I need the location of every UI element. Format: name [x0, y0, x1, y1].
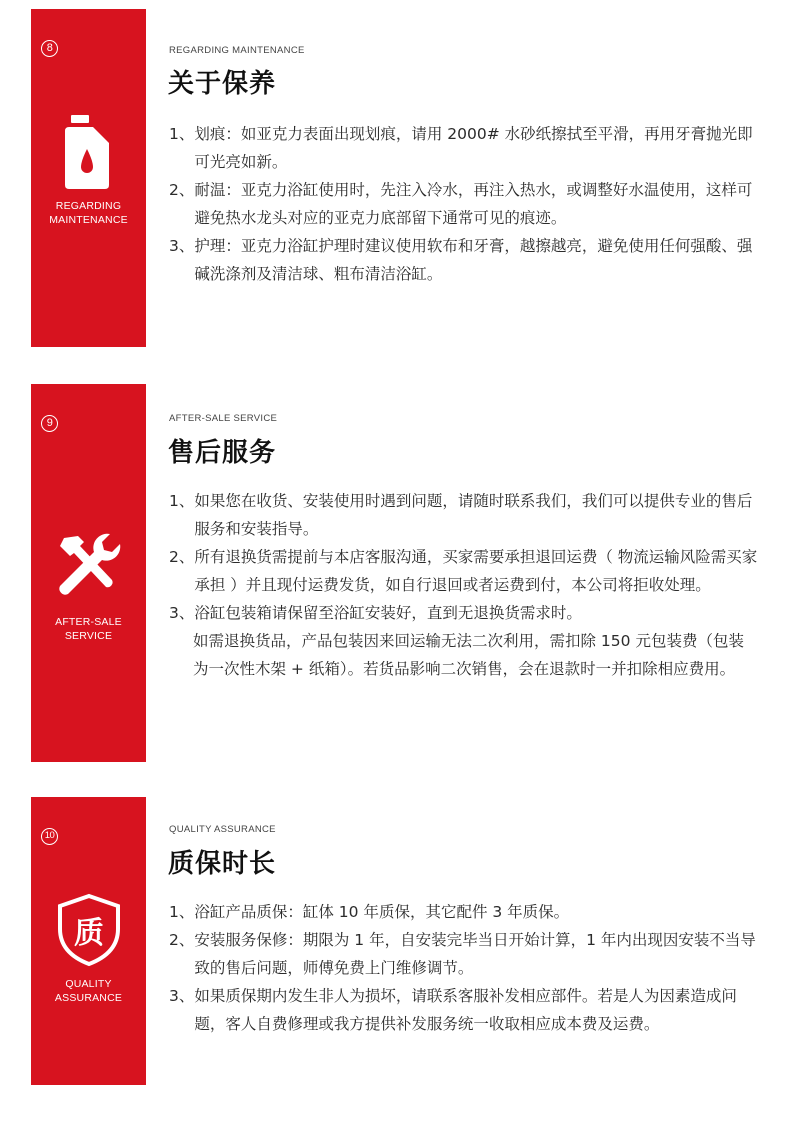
- item-index: 3、: [169, 987, 195, 1005]
- shield-char: 质: [73, 916, 104, 951]
- item-text: 如果质保期内发生非人为损坏，请联系客服补发相应部件。若是人为因素造成问题，客人自费修理或我方提供补发服务统一收取相应成本费及运费。: [194, 987, 737, 1033]
- list-item: [169, 599, 759, 627]
- item-text: 耐温：亚克力浴缸使用时，先注入冷水，再注入热水，或调整好水温使用，这样可避免热水龙头对应的亚克力底部留下通常可见的痕迹。: [194, 181, 753, 227]
- section-title: 售后服务: [168, 438, 277, 468]
- list-item: [169, 926, 759, 982]
- side-label-line2: ASSURANCE: [54, 992, 123, 1004]
- section-title: 质保时长: [168, 849, 277, 879]
- item-index: 1、: [169, 903, 195, 921]
- list-item: [169, 232, 759, 288]
- shield-quality-icon: [31, 893, 146, 967]
- side-panel: [31, 384, 146, 762]
- side-label-line2: SERVICE: [64, 630, 113, 642]
- list-item: [169, 176, 759, 232]
- eyebrow-text: REGARDING MAINTENANCE: [169, 45, 305, 56]
- section-number-badge: 10: [41, 828, 58, 845]
- item-index: 2、: [169, 548, 195, 566]
- oil-bottle-icon: [31, 115, 146, 189]
- side-label: [31, 199, 146, 227]
- item-text: 如果您在收货、安装使用时遇到问题，请随时联系我们，我们可以提供专业的售后服务和安装指导。: [194, 492, 753, 538]
- side-panel: [31, 797, 146, 1085]
- item-index: 3、: [169, 237, 195, 255]
- side-label: [31, 615, 146, 643]
- side-label: [31, 977, 146, 1005]
- list-item: [169, 982, 759, 1038]
- section-maintenance: [0, 9, 790, 347]
- side-panel: [31, 9, 146, 347]
- item-list: [169, 120, 759, 288]
- item-continuation: 如需退换货品，产品包装因来回运输无法二次利用，需扣除 150 元包装费（包装为一次性木架 + 纸箱）。若货品影响二次销售，会在退款时一并扣除相应费用。: [193, 632, 744, 678]
- item-index: 2、: [169, 931, 195, 949]
- item-text: 所有退换货需提前与本店客服沟通，买家需要承担退回运费（ 物流运输风险需买家承担 ）并且现付运费发货，如自行退回或者运费到付，本公司将拒收处理。: [194, 548, 758, 594]
- list-item: [169, 898, 759, 926]
- item-index: 2、: [169, 181, 195, 199]
- eyebrow-text: QUALITY ASSURANCE: [169, 824, 276, 835]
- item-index: 3、: [169, 604, 195, 622]
- item-text: 划痕：如亚克力表面出现划痕，请用 2000# 水砂纸擦拭至平滑，再用牙膏抛光即可光亮如新。: [194, 125, 753, 171]
- item-index: 1、: [169, 492, 195, 510]
- item-index: 1、: [169, 125, 195, 143]
- side-label-line1: AFTER-SALE: [55, 616, 122, 628]
- side-label-line2: MAINTENANCE: [49, 214, 128, 226]
- item-list: [169, 898, 759, 1038]
- eyebrow-text: AFTER-SALE SERVICE: [169, 413, 278, 424]
- item-list: [169, 487, 759, 683]
- section-number-badge: 8: [41, 40, 58, 57]
- item-text: 安装服务保修：期限为 1 年，自安装完毕当日开始计算，1 年内出现因安装不当导致的售后问题，师傅免费上门维修调节。: [194, 931, 756, 977]
- section-number-badge: 9: [41, 415, 58, 432]
- list-item: [169, 120, 759, 176]
- tools-wrench-icon: [31, 530, 146, 600]
- item-text: 护理：亚克力浴缸护理时建议使用软布和牙膏，越擦越亮，避免使用任何强酸、强碱洗涤剂及清洁球、粗布清洁浴缸。: [194, 237, 753, 283]
- item-text: 浴缸包装箱请保留至浴缸安装好，直到无退换货需求时。: [194, 604, 582, 622]
- list-item: [169, 543, 759, 599]
- section-title: 关于保养: [168, 69, 277, 99]
- section-quality: [0, 797, 790, 1085]
- list-item: [169, 487, 759, 543]
- side-label-line1: REGARDING: [55, 200, 122, 212]
- side-label-line1: QUALITY: [65, 978, 112, 990]
- item-text: 浴缸产品质保：缸体 10 年质保，其它配件 3 年质保。: [194, 903, 570, 921]
- section-after-sale: [0, 384, 790, 762]
